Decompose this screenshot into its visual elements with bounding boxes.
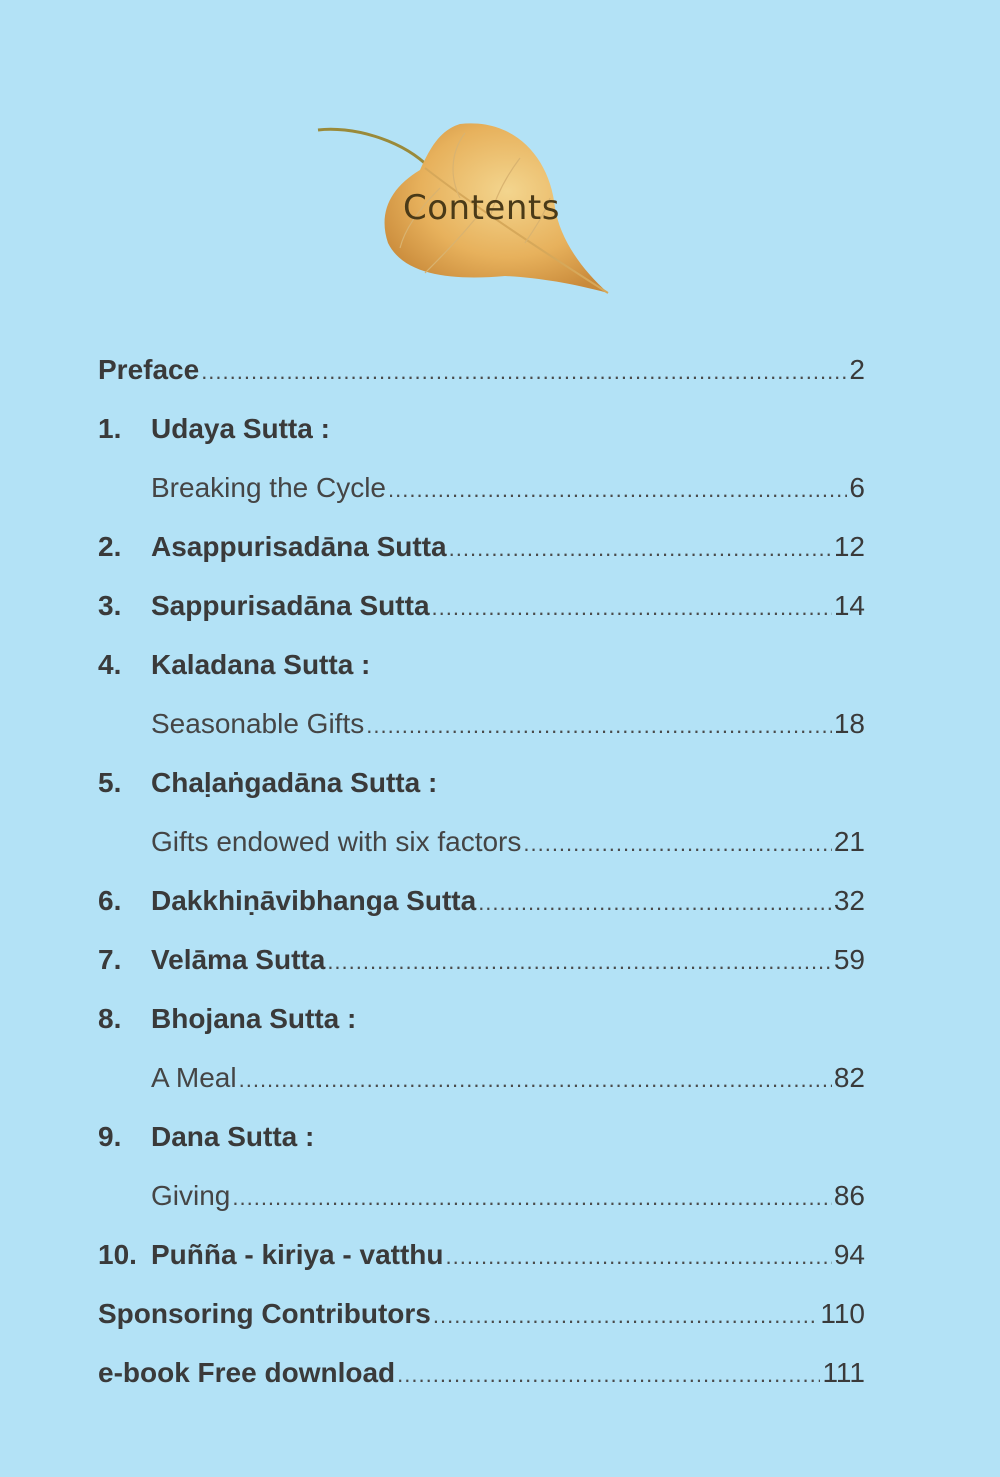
toc-entry-title: Chaḷaṅgadāna Sutta : xyxy=(151,767,438,798)
toc-entry-page: 86 xyxy=(833,1180,865,1211)
toc-entry-title: Asappurisadāna Sutta xyxy=(151,531,447,562)
toc-entry[interactable] xyxy=(98,1107,865,1166)
toc-entry-title: Sponsoring Contributors xyxy=(98,1298,431,1329)
page-title: Contents xyxy=(403,188,560,228)
toc-entry-number: 2. xyxy=(98,531,122,562)
leaf-emblem xyxy=(310,118,620,303)
toc-entry[interactable] xyxy=(98,458,865,517)
toc-entry-page: 110 xyxy=(820,1298,865,1329)
dot-leader xyxy=(239,1050,832,1109)
toc-entry-title: Udaya Sutta : xyxy=(151,413,330,444)
toc-entry-title: Breaking the Cycle xyxy=(151,472,387,503)
toc-entry-title: A Meal xyxy=(151,1062,237,1093)
toc-entry-number: 8. xyxy=(98,1003,122,1034)
toc-entry-number: 6. xyxy=(98,885,122,916)
toc-entry-page: 32 xyxy=(833,885,865,916)
dot-leader xyxy=(478,873,832,932)
toc-entry[interactable] xyxy=(98,1225,865,1284)
toc-entry-title: Kaladana Sutta : xyxy=(151,649,371,680)
dot-leader xyxy=(523,814,831,873)
toc-entry-number: 4. xyxy=(98,649,122,680)
toc-entry[interactable] xyxy=(98,871,865,930)
toc-entry[interactable] xyxy=(98,576,865,635)
toc-entry-title: Giving xyxy=(151,1180,231,1211)
toc-entry-number: 3. xyxy=(98,590,122,621)
toc-entry[interactable] xyxy=(98,753,865,812)
toc-entry-title: Preface xyxy=(98,354,200,385)
toc-entry-title: Puñña - kiriya - vatthu xyxy=(151,1239,444,1270)
toc-entry-page: 14 xyxy=(833,590,865,621)
toc-entry[interactable] xyxy=(98,517,865,576)
toc-entry-page: 18 xyxy=(833,708,865,739)
toc-entry-title: Dakkhiṇāvibhanga Sutta xyxy=(151,885,477,916)
toc-entry[interactable] xyxy=(98,812,865,871)
toc-entry-title: Bhojana Sutta : xyxy=(151,1003,357,1034)
dot-leader xyxy=(388,460,847,519)
dot-leader xyxy=(366,696,832,755)
toc-entry-title: Seasonable Gifts xyxy=(151,708,365,739)
toc-entry[interactable] xyxy=(98,340,865,399)
dot-leader xyxy=(433,1286,819,1345)
dot-leader xyxy=(201,342,847,401)
toc-entry[interactable] xyxy=(98,694,865,753)
toc-entry-page: 12 xyxy=(833,531,865,562)
toc-entry-page: 111 xyxy=(822,1357,865,1388)
toc-entry[interactable] xyxy=(98,1343,865,1402)
toc-entry[interactable] xyxy=(98,635,865,694)
toc-entry-page: 94 xyxy=(833,1239,865,1270)
toc-entry[interactable] xyxy=(98,989,865,1048)
dot-leader xyxy=(432,578,832,637)
table-of-contents xyxy=(98,340,865,1402)
toc-entry-number: 10. xyxy=(98,1239,137,1270)
toc-entry-title: Sappurisadāna Sutta xyxy=(151,590,430,621)
toc-entry[interactable] xyxy=(98,399,865,458)
toc-entry[interactable] xyxy=(98,930,865,989)
toc-entry-number: 5. xyxy=(98,767,122,798)
dot-leader xyxy=(327,932,832,991)
toc-entry[interactable] xyxy=(98,1048,865,1107)
toc-entry-number: 7. xyxy=(98,944,122,975)
toc-entry[interactable] xyxy=(98,1284,865,1343)
dot-leader xyxy=(449,519,832,578)
dot-leader xyxy=(397,1345,820,1404)
toc-entry-page: 2 xyxy=(849,354,865,385)
toc-entry-page: 6 xyxy=(849,472,865,503)
dot-leader xyxy=(232,1168,831,1227)
toc-entry-page: 21 xyxy=(833,826,865,857)
toc-entry[interactable] xyxy=(98,1166,865,1225)
toc-entry-title: e-book Free download xyxy=(98,1357,396,1388)
toc-entry-page: 59 xyxy=(833,944,865,975)
dot-leader xyxy=(446,1227,832,1286)
toc-entry-title: Dana Sutta : xyxy=(151,1121,315,1152)
toc-entry-number: 1. xyxy=(98,413,122,444)
toc-entry-title: Velāma Sutta xyxy=(151,944,326,975)
toc-entry-title: Gifts endowed with six factors xyxy=(151,826,522,857)
toc-entry-number: 9. xyxy=(98,1121,122,1152)
toc-entry-page: 82 xyxy=(833,1062,865,1093)
